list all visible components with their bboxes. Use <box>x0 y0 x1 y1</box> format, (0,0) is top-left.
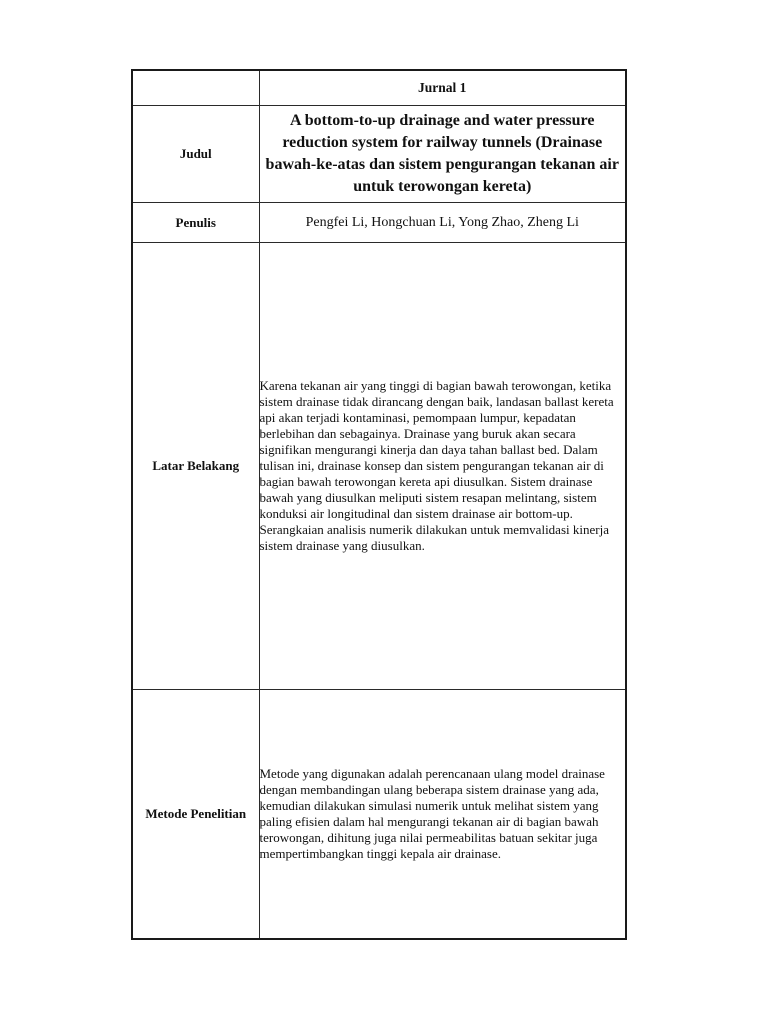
table-header-row <box>132 70 626 106</box>
method-text: Metode yang digunakan adalah perencanaan ulang model drainase dengan membandingan ulang beberapa sistem drainase yang ada, kemudian dilakukan simulasi numerik untuk melihat sistem yang paling efisien dalam hal mengurangi tekanan air di bagian bawah terowongan, dihitung juga nilai permeabilitas batuan sekitar juga mempertimbangkan tinggi kepala air drainase. <box>259 690 626 939</box>
table-row-authors <box>132 203 626 243</box>
paper-title: A bottom-to-up drainage and water pressure reduction system for railway tunnels (Drainase bawah-ke-atas dan sistem pengurangan tekanan air untuk terowongan kereta) <box>259 106 626 203</box>
journal-summary-table <box>131 69 627 940</box>
authors-label: Penulis <box>132 203 259 243</box>
title-label: Judul <box>132 106 259 203</box>
table-row-title <box>132 106 626 203</box>
table-row-background <box>132 243 626 690</box>
authors-list: Pengfei Li, Hongchuan Li, Yong Zhao, Zheng Li <box>259 203 626 243</box>
table-row-method <box>132 690 626 939</box>
header-label-cell <box>132 70 259 106</box>
journal-heading: Jurnal 1 <box>259 70 626 106</box>
background-text: Karena tekanan air yang tinggi di bagian bawah terowongan, ketika sistem drainase tidak dirancang dengan baik, landasan ballast kereta api akan terjadi kontaminasi, pemompaan lumpur, kepadatan berlebihan dan sebagainya. Drainase yang buruk akan secara signifikan mengurangi kinerja dan daya tahan ballast bed. Dalam tulisan ini, drainase konsep dan sistem pengurangan tekanan air di bagian bawah terowongan kereta api diusulkan. Sistem drainase bawah yang diusulkan meliputi sistem resapan melintang, sistem konduksi air longitudinal dan sistem drainase air bottom-up. Serangkaian analisis numerik dilakukan untuk memvalidasi kinerja sistem drainase yang diusulkan. <box>259 243 626 690</box>
method-label: Metode Penelitian <box>132 690 259 939</box>
background-label: Latar Belakang <box>132 243 259 690</box>
